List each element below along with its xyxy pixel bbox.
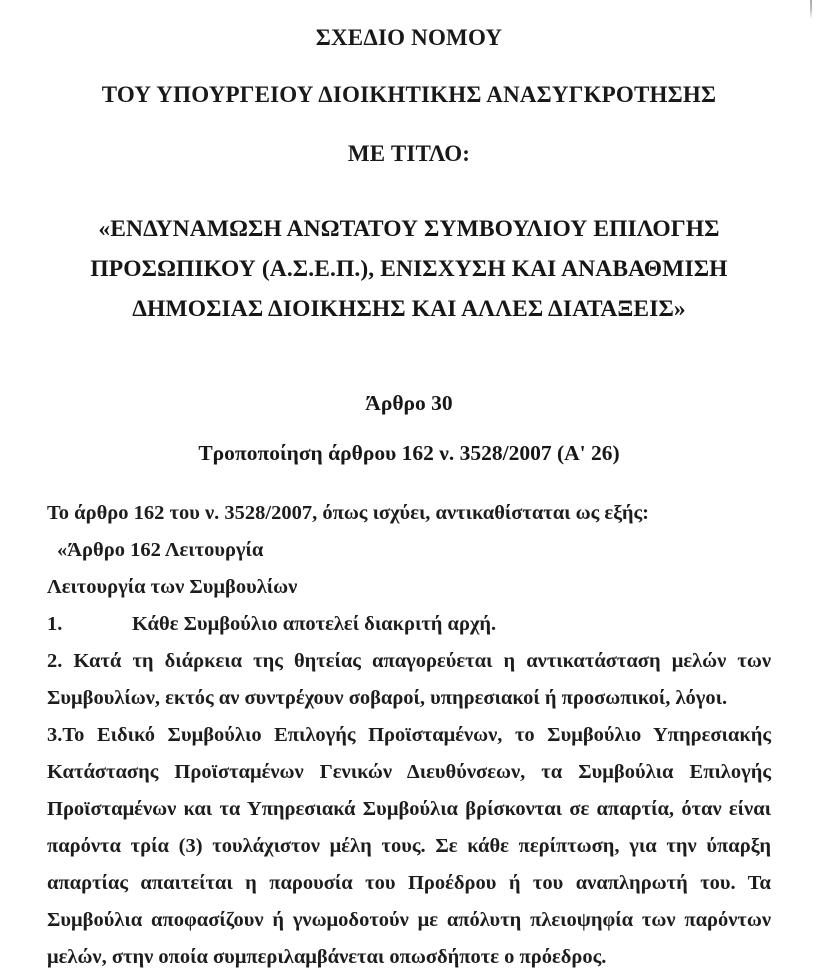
body-item-1-text: Κάθε Συμβούλιο αποτελεί διακριτή αρχή. bbox=[132, 613, 497, 635]
article-subtitle-heading: Τροποποίηση άρθρου 162 ν. 3528/2007 (Α' 26) bbox=[198, 441, 620, 465]
header-line-ministry: ΤΟΥ ΥΠΟΥΡΓΕΙΟΥ ΔΙΟΙΚΗΤΙΚΗΣ ΑΝΑΣΥΓΚΡΟΤΗΣΗΣ bbox=[101, 82, 717, 107]
body-intro-line: Το άρθρο 162 του ν. 3528/2007, όπως ισχύει, αντικαθίσταται ως εξής: bbox=[47, 502, 649, 524]
title-line-3: ΔΗΜΟΣΙΑΣ ΔΙΟΙΚΗΣΗΣ ΚΑΙ ΑΛΛΕΣ ΔΙΑΤΑΞΕΙΣ» bbox=[132, 296, 686, 322]
document-title-block bbox=[0, 209, 818, 329]
header-line-me-titlo: ΜΕ ΤΙΤΛΟ: bbox=[347, 141, 471, 166]
title-line-2: ΠΡΟΣΩΠΙΚΟΥ (Α.Σ.Ε.Π.), ΕΝΙΣΧΥΣΗ ΚΑΙ ΑΝΑΒΑΘΜΙΣΗ bbox=[90, 256, 728, 282]
header-line-schedio-nomou: ΣΧΕΔΙΟ ΝΟΜΟΥ bbox=[315, 25, 503, 50]
body-item-1 bbox=[47, 606, 771, 643]
title-line-1: «ΕΝΔΥΝΑΜΩΣΗ ΑΝΩΤΑΤΟΥ ΣΥΜΒΟΥΛΙΟΥ ΕΠΙΛΟΓΗΣ bbox=[98, 216, 720, 242]
body-section-heading: Λειτουργία των Συμβουλίων bbox=[47, 576, 298, 598]
body-quoted-article-line: «Άρθρο 162 Λειτουργία bbox=[57, 539, 264, 561]
body-item-2: 2. Κατά τη διάρκεια της θητείας απαγορεύεται η αντικατάσταση μελών των Συμβουλίων, εκτός αν συντρέχουν σοβαροί, υπηρεσιακοί ή προσωπικοί, λόγοι. bbox=[47, 650, 771, 709]
body-item-1-number: 1. bbox=[47, 613, 63, 635]
article-number-heading: Άρθρο 30 bbox=[365, 391, 453, 415]
document-header bbox=[0, 0, 818, 329]
body-item-3: 3.Το Ειδικό Συμβούλιο Επιλογής Προϊσταμένων, το Συμβούλιο Υπηρεσιακής Κατάστασης Προϊσταμένων Γενικών Διευθύνσεων, τα Συμβούλια Επιλογής Προϊσταμένων και τα Υπηρεσιακά Συμβούλια βρίσκονται σε απαρτία, όταν είναι παρόντα τρία (3) τουλάχιστον μέλη τους. Σε κάθε περίπτωση, για την ύπαρξη απαρτίας απαιτείται η παρουσία του Προέδρου ή του αναπληρωτή του. Τα Συμβούλια αποφασίζουν ή γνωμοδοτούν με απόλυτη πλειοψηφία των παρόντων μελών, στην οποία συμπεριλαμβάνεται οπωσδήποτε ο πρόεδρος. bbox=[47, 724, 771, 968]
document-body bbox=[47, 495, 771, 976]
